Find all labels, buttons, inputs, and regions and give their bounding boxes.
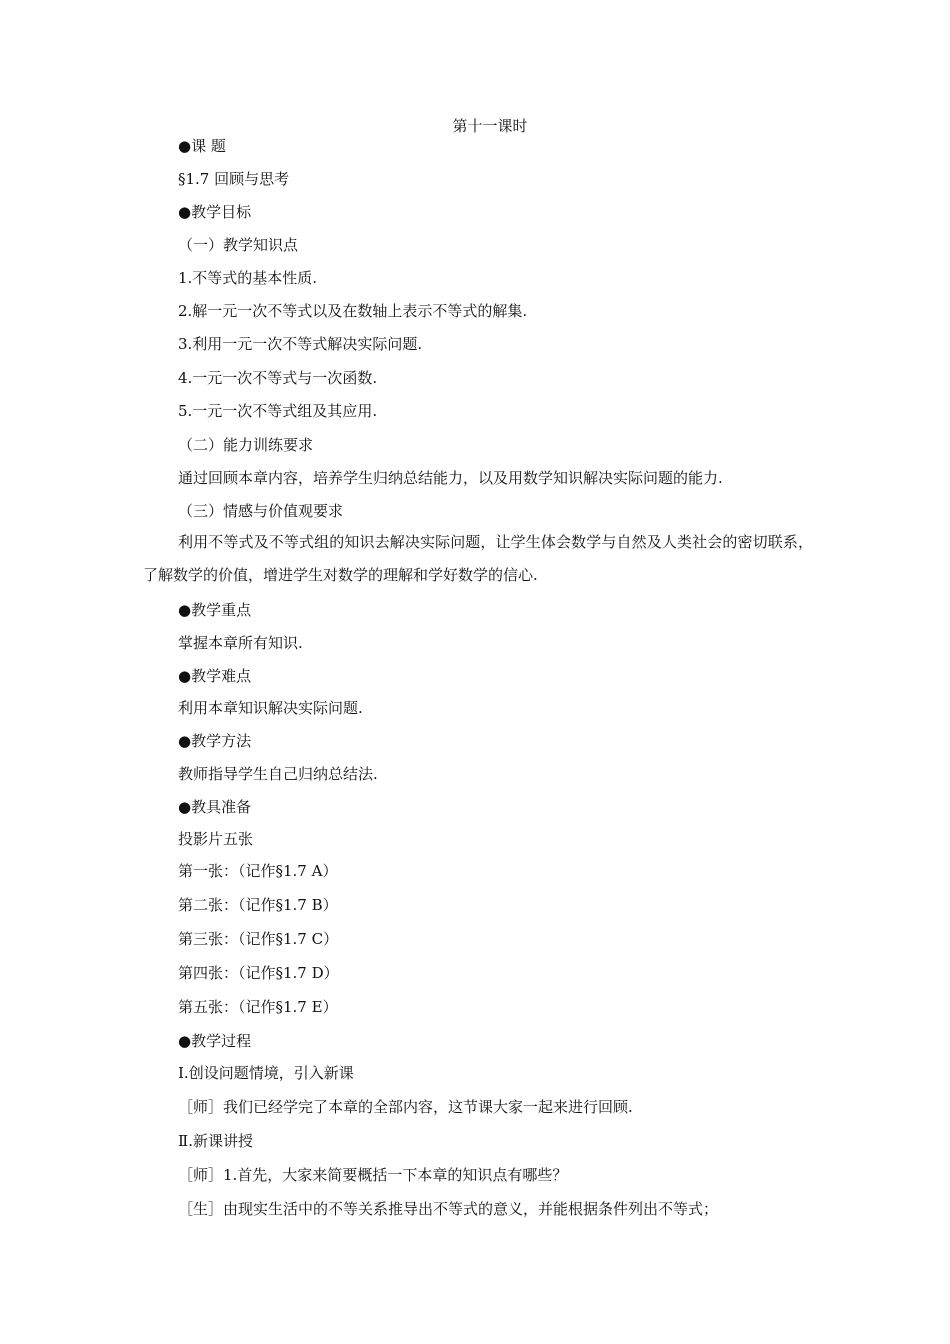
page-title: 第十一课时 bbox=[452, 117, 528, 135]
heading-key-points: ●教学重点 bbox=[178, 601, 252, 619]
slide-item: 第一张：（记作§1.7 A） bbox=[178, 862, 338, 880]
student-line: ［生］由现实生活中的不等关系推导出不等式的意义，并能根据条件列出不等式； bbox=[178, 1200, 719, 1218]
teacher-line: ［师］1.首先，大家来简要概括一下本章的知识点有哪些？ bbox=[178, 1166, 568, 1184]
teacher-line: ［师］我们已经学完了本章的全部内容，这节课大家一起来进行回顾. bbox=[178, 1098, 633, 1116]
list-item: 1.不等式的基本性质. bbox=[178, 269, 318, 287]
slide-item: 第五张：（记作§1.7 E） bbox=[178, 998, 338, 1016]
step-two-heading: Ⅱ.新课讲授 bbox=[178, 1132, 253, 1150]
subheading-knowledge: （一）教学知识点 bbox=[178, 236, 299, 254]
list-item: 3.利用一元一次不等式解决实际问题. bbox=[178, 335, 423, 353]
heading-materials: ●教具准备 bbox=[178, 798, 252, 816]
list-item: 2.解一元一次不等式以及在数轴上表示不等式的解集. bbox=[178, 302, 528, 320]
ability-text: 通过回顾本章内容，培养学生归纳总结能力，以及用数学知识解决实际问题的能力. bbox=[178, 469, 723, 487]
method-text: 教师指导学生自己归纳总结法. bbox=[178, 765, 378, 783]
subheading-ability: （二）能力训练要求 bbox=[178, 436, 314, 454]
step-one-heading: Ⅰ.创设问题情境，引入新课 bbox=[178, 1064, 354, 1082]
subheading-values: （三）情感与价值观要求 bbox=[178, 502, 344, 520]
heading-objectives: ●教学目标 bbox=[178, 203, 252, 221]
heading-topic: ●课 题 bbox=[178, 137, 226, 155]
heading-process: ●教学过程 bbox=[178, 1032, 252, 1050]
materials-text: 投影片五张 bbox=[178, 830, 254, 848]
list-item: 4.一元一次不等式与一次函数. bbox=[178, 369, 378, 387]
heading-difficulties: ●教学难点 bbox=[178, 667, 252, 685]
slide-item: 第三张：（记作§1.7 C） bbox=[178, 930, 339, 948]
key-points-text: 掌握本章所有知识. bbox=[178, 634, 303, 652]
values-paragraph: 利用不等式及不等式组的知识去解决实际问题，让学生体会数学与自然及人类社会的密切联系，了解数学的价值，增进学生对数学的理解和学好数学的信心. bbox=[143, 533, 813, 584]
slide-item: 第二张：（记作§1.7 B） bbox=[178, 896, 338, 914]
slide-item: 第四张：（记作§1.7 D） bbox=[178, 964, 339, 982]
heading-method: ●教学方法 bbox=[178, 732, 252, 750]
list-item: 5.一元一次不等式组及其应用. bbox=[178, 402, 378, 420]
difficulties-text: 利用本章知识解决实际问题. bbox=[178, 699, 363, 717]
section-number: §1.7 回顾与思考 bbox=[178, 170, 290, 188]
